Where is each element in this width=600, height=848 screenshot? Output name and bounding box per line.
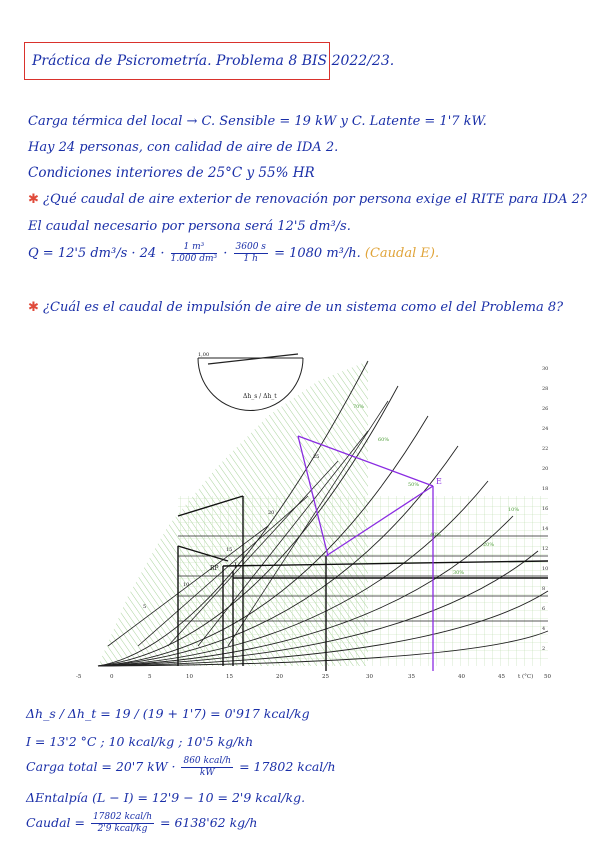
x-tick: 40	[458, 674, 465, 680]
point-i-calc: I = 13'2 °C ; 10 kcal/kg ; 10'5 kg/kh	[26, 734, 254, 749]
rh-label: 70%	[353, 404, 365, 410]
fraction-time-den: 1 h	[243, 254, 258, 264]
y-tick: 2	[542, 646, 546, 652]
flow-fraction	[91, 812, 154, 835]
flow-per-person-line: El caudal necesario por persona será 12'5 dm³/s.	[28, 219, 351, 234]
x-unit: t (°C)	[518, 674, 534, 680]
question-1-text: ¿Qué caudal de aire exterior de renovación por persona exige el RITE para IDA 2?	[43, 192, 587, 207]
total-load-frac-num: 860 kcal/h	[183, 756, 232, 766]
ratio-label: Δh_s / Δh_t	[243, 393, 277, 400]
x-axis-ticks	[76, 673, 551, 680]
question-1	[28, 192, 587, 207]
x-tick: 30	[366, 674, 373, 680]
x-tick: 0	[110, 674, 114, 680]
total-load-right: = 17802 kcal/h	[239, 759, 336, 774]
y-tick: 18	[542, 486, 549, 492]
flow-calc	[26, 812, 257, 835]
y-tick: 12	[542, 546, 549, 552]
total-load-calc	[26, 756, 336, 779]
rh-label: 10%	[508, 507, 520, 513]
y-tick: 6	[542, 606, 546, 612]
question-2-text: ¿Cuál es el caudal de impulsión de aire de un sistema como el del Problema 8?	[43, 300, 564, 315]
point-rp-label: RP	[210, 565, 219, 572]
flow-frac-den: 2'9 kcal/kg	[97, 824, 148, 834]
y-tick: 22	[542, 446, 549, 452]
interior-conditions-line: Condiciones interiores de 25°C y 55% HR	[28, 165, 315, 181]
x-tick: 35	[408, 674, 415, 680]
y-tick: 10	[542, 566, 549, 572]
fraction-time	[234, 242, 268, 265]
y-tick: 8	[542, 586, 546, 592]
x-tick: 5	[148, 674, 152, 680]
y-tick: 28	[542, 386, 549, 392]
y-tick: 14	[542, 526, 549, 532]
psychrometric-chart	[68, 346, 568, 686]
fraction-volume	[171, 242, 218, 265]
fraction-time-num: 3600 s	[235, 242, 266, 252]
rh-label: 30%	[453, 570, 465, 576]
x-tick: 45	[498, 674, 505, 680]
enthalpy-label: 25	[313, 454, 320, 460]
y-tick: 30	[542, 366, 549, 372]
caudal-e-note: (Caudal E).	[364, 246, 440, 261]
total-load-frac-den: kW	[199, 768, 215, 778]
total-load-fraction	[181, 756, 233, 779]
enthalpy-label: 5	[143, 604, 147, 610]
formula-q: Q = 12'5 dm³/s · 24 · $\frac{\text{1 m³}}{\text{1.000 dm³}}$ · $\frac{3600 s}{1 h}$ = 1080 m³/h. (Caudal E).	[28, 242, 440, 264]
page-title: Práctica de Psicrometría. Problema 8 BIS 2022/23.	[32, 53, 395, 69]
rh-label: 20%	[483, 542, 495, 548]
fraction-volume-num: 1 m³	[171, 242, 218, 254]
y-tick: 24	[542, 426, 549, 432]
x-tick: 50	[544, 674, 551, 680]
formula-q-left: Q = 12'5 dm³/s · 24 ·	[28, 246, 165, 261]
x-tick: 25	[322, 674, 329, 680]
rh-label: 50%	[408, 482, 420, 488]
enthalpy-label: 10	[183, 582, 190, 588]
y-tick: 26	[542, 406, 549, 412]
total-load-left: Carga total = 20'7 kW ·	[26, 759, 176, 774]
y-tick: 4	[542, 626, 546, 632]
formula-q-right: = 1080 m³/h.	[274, 246, 361, 261]
x-tick: 10	[186, 674, 193, 680]
enthalpy-label: 15	[226, 547, 233, 553]
rh-label: 40%	[430, 532, 442, 538]
protractor-label-top: 1,00	[198, 352, 210, 358]
flow-left: Caudal =	[26, 815, 85, 830]
y-tick: 16	[542, 506, 549, 512]
ratio-calc: Δh_s / Δh_t = 19 / (19 + 1'7) = 0'917 kcal/kg	[26, 706, 310, 721]
x-tick: -5	[76, 674, 82, 680]
people-line: Hay 24 personas, con calidad de aire de IDA 2.	[28, 140, 339, 155]
y-tick: 20	[542, 466, 549, 472]
star-icon: ✱	[28, 300, 39, 315]
fraction-volume-den: 1.000 dm³	[170, 254, 218, 264]
enthalpy-diff-calc: ΔEntalpía (L − I) = 12'9 − 10 = 2'9 kcal/kg.	[26, 790, 306, 805]
point-i-label: I	[234, 562, 237, 570]
x-tick: 15	[226, 674, 233, 680]
enthalpy-label: 20	[268, 510, 275, 516]
x-tick: 20	[276, 674, 283, 680]
star-icon: ✱	[28, 192, 39, 207]
thermal-load-line: Carga térmica del local → C. Sensible = 19 kW y C. Latente = 1'7 kW.	[28, 114, 487, 129]
point-e-label: E	[436, 477, 442, 486]
flow-frac-num: 17802 kcal/h	[92, 812, 153, 822]
rh-label: 60%	[378, 437, 390, 443]
flow-right: = 6138'62 kg/h	[160, 815, 258, 830]
question-2	[28, 300, 563, 315]
ratio-protractor	[198, 352, 303, 411]
